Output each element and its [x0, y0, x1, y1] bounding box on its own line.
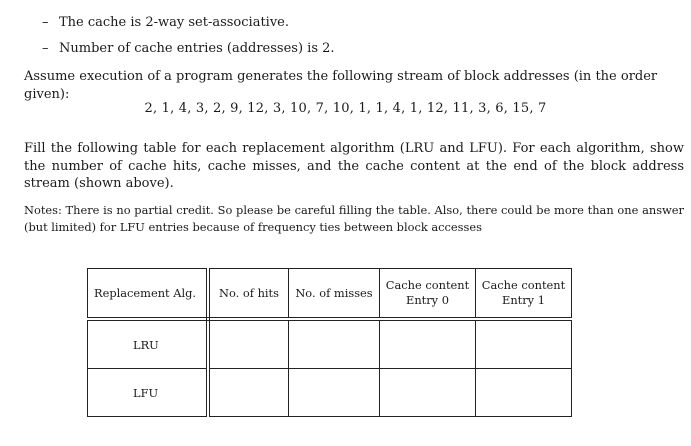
results-table — [87, 268, 572, 417]
lfu-entry1-cell[interactable] — [476, 369, 572, 417]
row-alg-lfu: LFU — [88, 369, 209, 417]
bullet-text: Number of cache entries (addresses) is 2. — [59, 41, 335, 56]
dash-bullet-icon: – — [42, 15, 49, 30]
lfu-hits-cell[interactable] — [208, 369, 289, 417]
lfu-entry0-cell[interactable] — [380, 369, 476, 417]
assumption-list — [42, 10, 335, 62]
header-alg: Replacement Alg. — [88, 269, 209, 320]
list-item — [42, 10, 335, 36]
lru-misses-cell[interactable] — [289, 319, 380, 369]
table-row — [88, 369, 572, 417]
dash-bullet-icon: – — [42, 41, 49, 56]
address-stream: 2, 1, 4, 3, 2, 9, 12, 3, 10, 7, 10, 1, 1, 4, 1, 12, 11, 3, 6, 15, 7 — [144, 101, 547, 116]
lru-hits-cell[interactable] — [208, 319, 289, 369]
header-entry0: Cache content Entry 0 — [380, 269, 476, 320]
instructions-paragraph: Fill the following table for each replacement algorithm (LRU and LFU). For each algorithm, show the number of cache hits, cache misses, and the cache content at the end of the block address stream (shown above). — [24, 141, 684, 191]
table-row — [88, 319, 572, 369]
lru-entry0-cell[interactable] — [380, 319, 476, 369]
header-misses: No. of misses — [289, 269, 380, 320]
bullet-text: The cache is 2-way set-associative. — [59, 15, 290, 30]
notes-paragraph: Notes: There is no partial credit. So please be careful filling the table. Also, there could be more than one answer (but limited) for LFU entries because of frequency ties between block accesses — [24, 203, 684, 234]
header-hits: No. of hits — [208, 269, 289, 320]
lfu-misses-cell[interactable] — [289, 369, 380, 417]
lru-entry1-cell[interactable] — [476, 319, 572, 369]
table-header-row — [88, 269, 572, 320]
row-alg-lru: LRU — [88, 319, 209, 369]
list-item — [42, 36, 335, 62]
intro-paragraph: Assume execution of a program generates the following stream of block addresses (in the order given): — [24, 69, 658, 102]
header-entry1: Cache content Entry 1 — [476, 269, 572, 320]
